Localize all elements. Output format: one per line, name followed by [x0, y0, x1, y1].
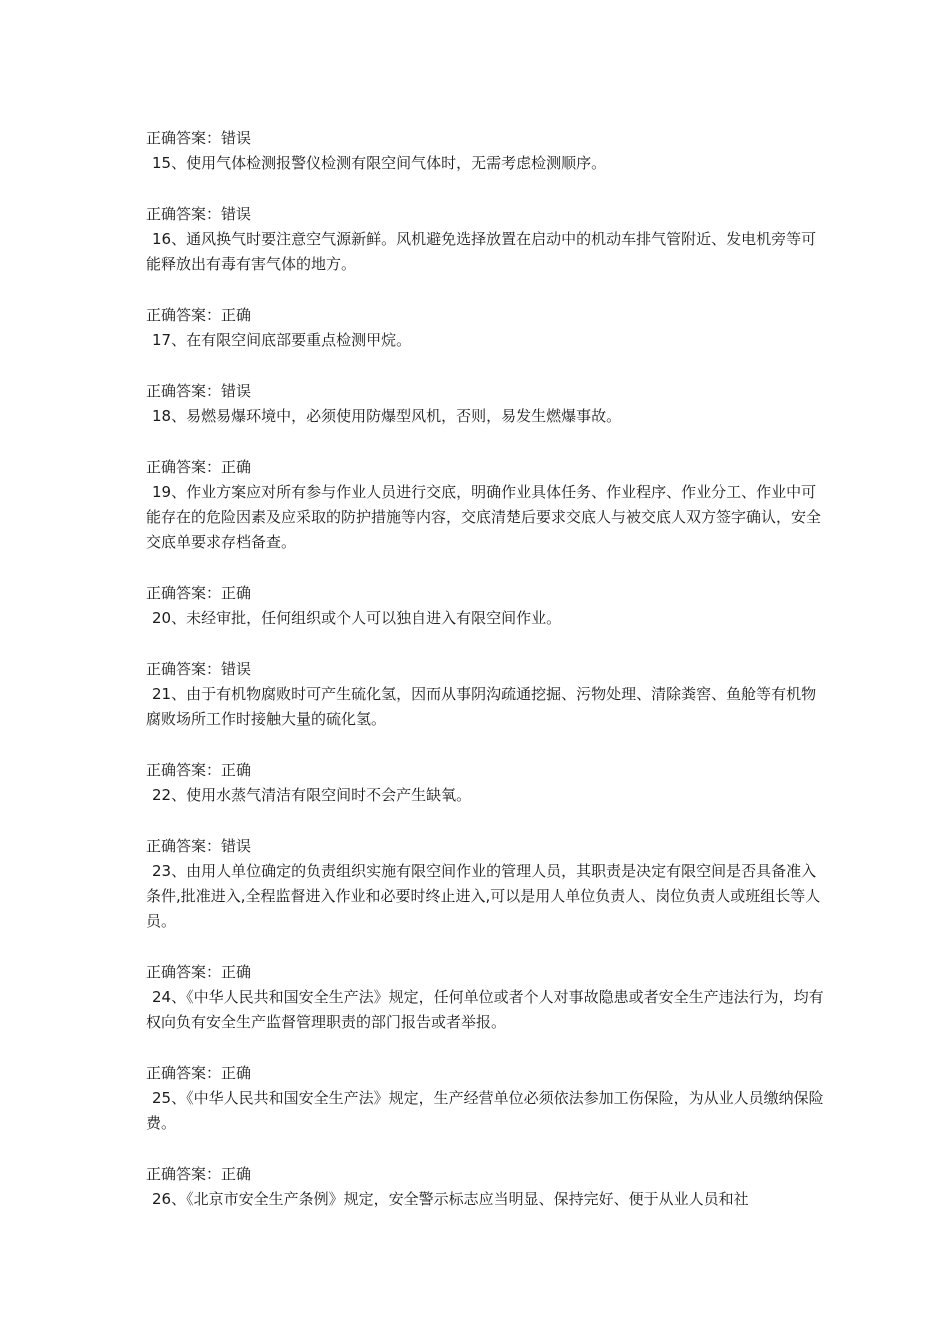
question-text: 17、在有限空间底部要重点检测甲烷。	[152, 331, 412, 349]
answer-line: 正确答案：错误	[146, 205, 252, 223]
qa-block	[146, 581, 826, 631]
question-text: 26、《北京市安全生产条例》规定，安全警示标志应当明显、保持完好、便于从业人员和社	[152, 1190, 749, 1208]
answer-line: 正确答案：正确	[146, 458, 252, 476]
question-text: 24、《中华人民共和国安全生产法》规定，任何单位或者个人对事故隐患或者安全生产违法行为，均有权向负有安全生产监督管理职责的部门报告或者举报。	[146, 988, 824, 1031]
question-text: 15、使用气体检测报警仪检测有限空间气体时，无需考虑检测顺序。	[152, 154, 607, 172]
question-text: 16、通风换气时要注意空气源新鲜。风机避免选择放置在启动中的机动车排气管附近、发电机旁等可能释放出有毒有害气体的地方。	[146, 230, 817, 273]
answer-line: 正确答案：正确	[146, 963, 252, 981]
answer-line: 正确答案：错误	[146, 382, 252, 400]
question-text: 21、由于有机物腐败时可产生硫化氢，因而从事阴沟疏通挖掘、污物处理、清除粪窖、鱼舱等有机物腐败场所工作时接触大量的硫化氢。	[146, 685, 817, 728]
qa-block	[146, 834, 826, 934]
answer-line: 正确答案：正确	[146, 306, 252, 324]
qa-block	[146, 1061, 826, 1136]
qa-block	[146, 960, 826, 1035]
answer-line: 正确答案：正确	[146, 584, 252, 602]
document-page	[146, 126, 826, 1238]
question-text: 22、使用水蒸气清洁有限空间时不会产生缺氧。	[152, 786, 472, 804]
question-text: 18、易燃易爆环境中，必须使用防爆型风机，否则，易发生燃爆事故。	[152, 407, 622, 425]
qa-block	[146, 657, 826, 732]
answer-line: 正确答案：正确	[146, 1064, 252, 1082]
qa-block	[146, 758, 826, 808]
answer-line: 正确答案：错误	[146, 129, 252, 147]
answer-line: 正确答案：正确	[146, 1165, 252, 1183]
answer-line: 正确答案：正确	[146, 761, 252, 779]
qa-block	[146, 303, 826, 353]
qa-block	[146, 202, 826, 277]
answer-line: 正确答案：错误	[146, 660, 252, 678]
qa-block	[146, 379, 826, 429]
question-text: 25、《中华人民共和国安全生产法》规定，生产经营单位必须依法参加工伤保险，为从业人员缴纳保险费。	[146, 1089, 824, 1132]
answer-line: 正确答案：错误	[146, 837, 252, 855]
question-text: 20、未经审批，任何组织或个人可以独自进入有限空间作业。	[152, 609, 562, 627]
qa-block	[146, 1162, 826, 1212]
qa-block	[146, 126, 826, 176]
qa-block	[146, 455, 826, 555]
question-text: 23、由用人单位确定的负责组织实施有限空间作业的管理人员，其职责是决定有限空间是否具备准入条件,批准进入,全程监督进入作业和必要时终止进入,可以是用人单位负责人、岗位负责人或班组长等人员。	[146, 862, 821, 930]
question-text: 19、作业方案应对所有参与作业人员进行交底，明确作业具体任务、作业程序、作业分工、作业中可能存在的危险因素及应采取的防护措施等内容，交底清楚后要求交底人与被交底人双方签字确认，安全交底单要求存档备查。	[146, 483, 822, 551]
